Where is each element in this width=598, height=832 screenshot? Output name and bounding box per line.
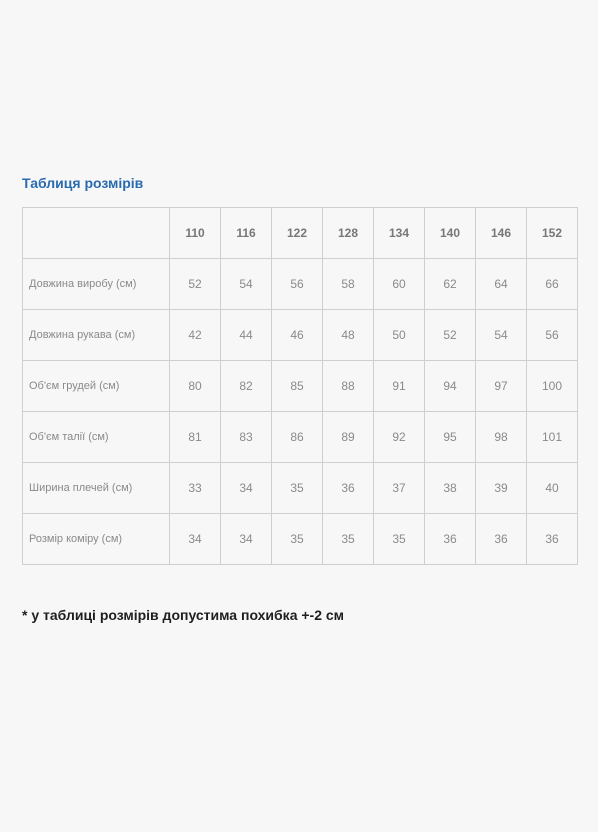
- table-row: [23, 412, 578, 463]
- table-cell: 66: [527, 259, 578, 310]
- table-cell: 95: [425, 412, 476, 463]
- table-cell: 60: [374, 259, 425, 310]
- table-cell: 34: [170, 514, 221, 565]
- header-size-cell: 152: [527, 208, 578, 259]
- table-cell: 48: [323, 310, 374, 361]
- table-cell: 35: [272, 463, 323, 514]
- header-size-cell: 122: [272, 208, 323, 259]
- table-cell: 89: [323, 412, 374, 463]
- row-label: Довжина рукава (см): [23, 310, 170, 361]
- table-cell: 81: [170, 412, 221, 463]
- table-cell: 83: [221, 412, 272, 463]
- table-cell: 86: [272, 412, 323, 463]
- table-cell: 36: [476, 514, 527, 565]
- table-header-row: [23, 208, 578, 259]
- table-cell: 91: [374, 361, 425, 412]
- tolerance-note: * у таблиці розмірів допустима похибка +-2 см: [22, 607, 345, 623]
- table-cell: 52: [425, 310, 476, 361]
- table-cell: 46: [272, 310, 323, 361]
- table-cell: 80: [170, 361, 221, 412]
- table-cell: 62: [425, 259, 476, 310]
- header-size-cell: 146: [476, 208, 527, 259]
- table-cell: 101: [527, 412, 578, 463]
- table-cell: 56: [527, 310, 578, 361]
- table-cell: 34: [221, 514, 272, 565]
- table-row: [23, 514, 578, 565]
- table-cell: 44: [221, 310, 272, 361]
- table-cell: 38: [425, 463, 476, 514]
- table-cell: 85: [272, 361, 323, 412]
- table-cell: 88: [323, 361, 374, 412]
- table-cell: 58: [323, 259, 374, 310]
- table-cell: 42: [170, 310, 221, 361]
- row-label: Розмір коміру (см): [23, 514, 170, 565]
- table-row: [23, 361, 578, 412]
- table-cell: 40: [527, 463, 578, 514]
- header-corner-cell: [23, 208, 170, 259]
- table-cell: 35: [272, 514, 323, 565]
- table-cell: 98: [476, 412, 527, 463]
- table-cell: 34: [221, 463, 272, 514]
- table-cell: 35: [374, 514, 425, 565]
- table-cell: 92: [374, 412, 425, 463]
- table-cell: 64: [476, 259, 527, 310]
- table-cell: 94: [425, 361, 476, 412]
- table-cell: 97: [476, 361, 527, 412]
- table-cell: 52: [170, 259, 221, 310]
- header-size-cell: 110: [170, 208, 221, 259]
- table-cell: 50: [374, 310, 425, 361]
- size-table: [22, 207, 578, 565]
- table-cell: 35: [323, 514, 374, 565]
- row-label: Ширина плечей (см): [23, 463, 170, 514]
- header-size-cell: 140: [425, 208, 476, 259]
- table-cell: 56: [272, 259, 323, 310]
- header-size-cell: 134: [374, 208, 425, 259]
- table-cell: 54: [221, 259, 272, 310]
- row-label: Об'єм грудей (см): [23, 361, 170, 412]
- table-row: [23, 259, 578, 310]
- header-size-cell: 128: [323, 208, 374, 259]
- table-cell: 36: [425, 514, 476, 565]
- table-row: [23, 463, 578, 514]
- table-cell: 37: [374, 463, 425, 514]
- header-size-cell: 116: [221, 208, 272, 259]
- table-row: [23, 310, 578, 361]
- table-cell: 36: [323, 463, 374, 514]
- table-cell: 54: [476, 310, 527, 361]
- table-cell: 36: [527, 514, 578, 565]
- row-label: Об'єм талії (см): [23, 412, 170, 463]
- table-cell: 100: [527, 361, 578, 412]
- row-label: Довжина виробу (см): [23, 259, 170, 310]
- table-cell: 33: [170, 463, 221, 514]
- page-title: Таблиця розмірів: [22, 175, 144, 191]
- table-cell: 82: [221, 361, 272, 412]
- table-cell: 39: [476, 463, 527, 514]
